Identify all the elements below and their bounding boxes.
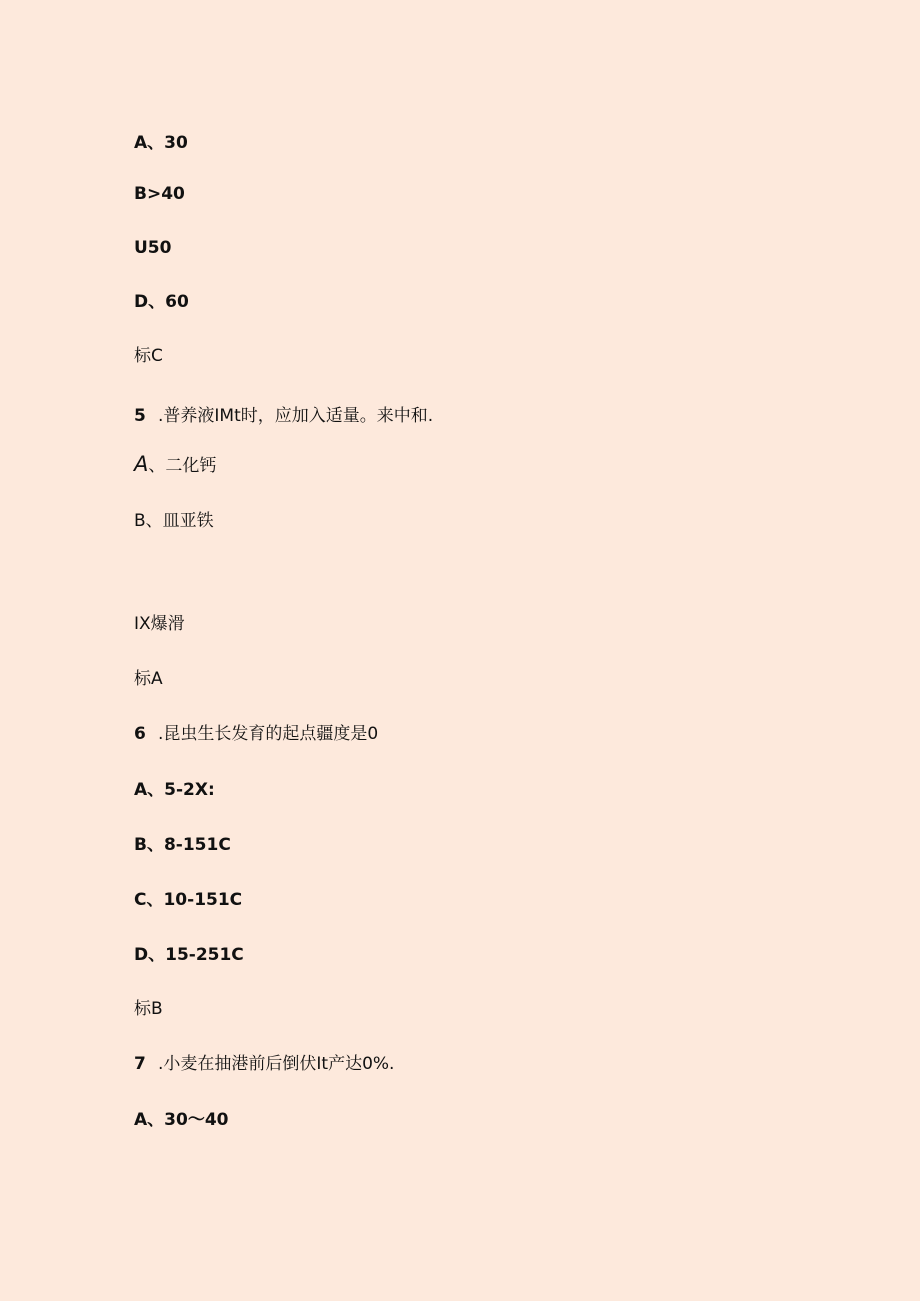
question-6 [134, 723, 378, 745]
question-number: 7 [134, 1054, 146, 1074]
option-c-text: C、10-151C [134, 890, 243, 910]
question-text: .小麦在抽港前后倒伏It产达0%. [158, 1054, 395, 1074]
option-d-text: D、15-251C [134, 945, 244, 965]
option-line: IX爆滑 [134, 614, 185, 634]
question-number: 5 [134, 406, 146, 426]
option-c-text: U50 [134, 238, 172, 258]
answer-line: 标A [134, 669, 163, 689]
answer-line: 标B [134, 999, 163, 1019]
question-number: 6 [134, 724, 146, 744]
option-text: 、二化钙 [148, 456, 217, 476]
option-a-text: A、5-2X: [134, 780, 215, 800]
question-5 [134, 405, 433, 427]
option-a-text [134, 453, 216, 477]
question-7 [134, 1053, 394, 1075]
option-b-text: B、皿亚铁 [134, 511, 214, 531]
question-text: .普养液IMt时，应加入适量。来中和. [158, 406, 434, 426]
option-a-text: A、30〜40 [134, 1110, 229, 1130]
question-text: .昆虫生长发育的起点疆度是0 [158, 724, 379, 744]
option-b-text: B>40 [134, 184, 185, 204]
option-d-text: D、60 [134, 292, 189, 312]
option-letter: A [134, 452, 149, 476]
option-a-text: A、30 [134, 133, 188, 153]
answer-line: 标C [134, 346, 163, 366]
option-b-text: B、8-151C [134, 835, 231, 855]
